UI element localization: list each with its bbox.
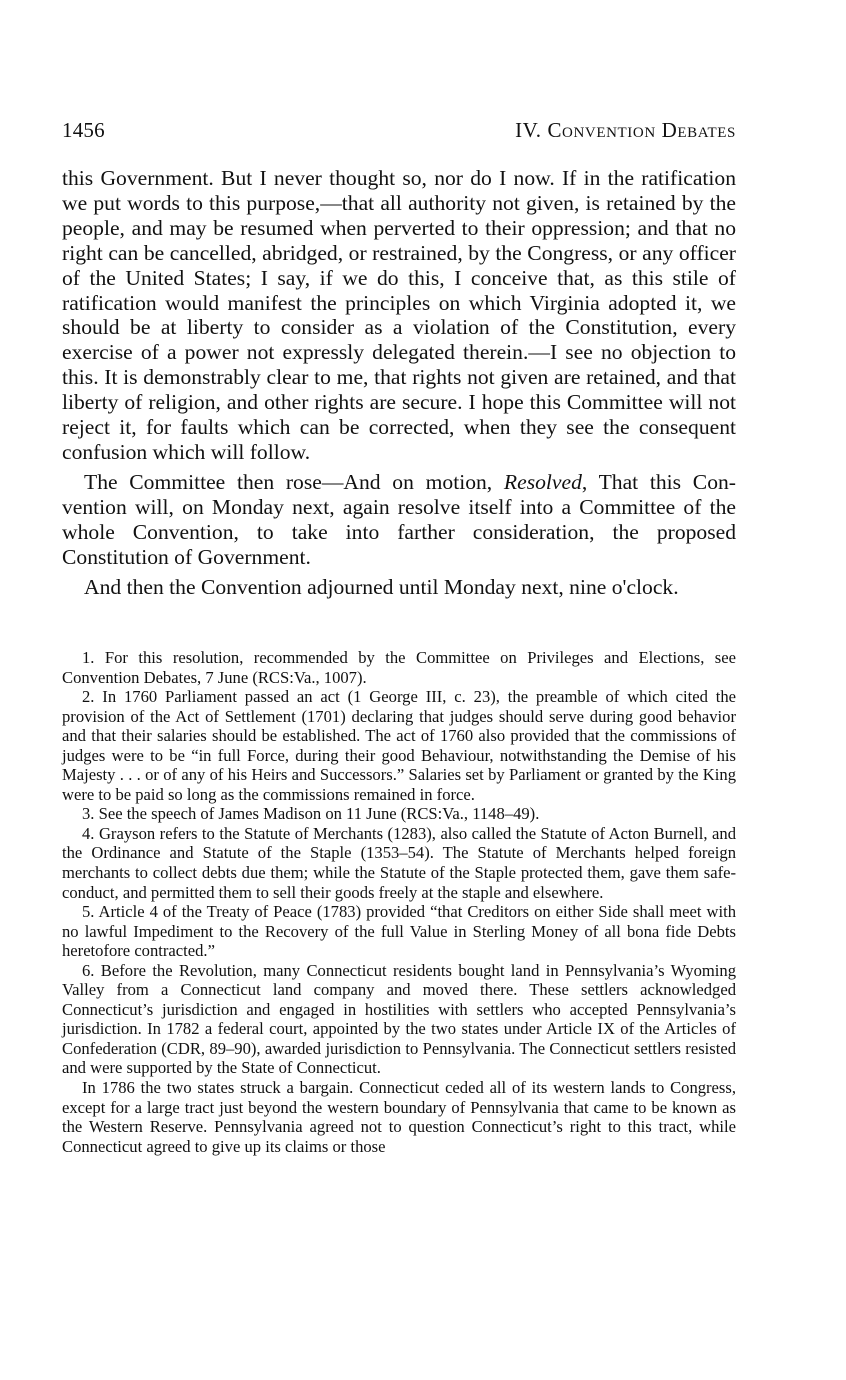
body-paragraph-1: this Government. But I never thought so, nor do I now. If in the ratification we put words to this purpose,—that all authority not given, is retained by the people, and may be resumed when perverted to their oppression; and that no right can be cancelled, abridged, or restrained, by the Congress, or any officer of the United States; I say, if we do this, I conceive that, as this stile of ratification would manifest the principles on which Virginia adopted it, we should be at liberty to consider as a violation of the Constitution, every exercise of a power not expressly delegated therein.—I see no objection to this. It is demonstrably clear to me, that rights not given are retained, and that liberty of religion, and other rights are secure. I hope this Committee will not reject it, for faults which can be corrected, when they see the consequent confusion which will follow.	[62, 166, 736, 464]
footnote-3: 3. See the speech of James Madison on 11 June (RCS:Va., 1148–49).	[82, 804, 540, 824]
body-paragraph-3: And then the Convention adjourned until Monday next, nine o'clock.	[84, 574, 679, 599]
body-paragraph-2	[62, 470, 736, 570]
main-text	[62, 166, 736, 599]
page-number: 1456	[62, 118, 105, 142]
footnote-5: 5. Article 4 of the Treaty of Peace (1783) provided “that Creditors on either Side shall meet with no lawful Impediment to the Recovery of the full Value in Sterling Money of all bona fide Debts heretofore contracted.”	[62, 902, 736, 961]
resolved-word: Resolved	[503, 469, 582, 494]
footnote-6: 6. Before the Revolution, many Connecticut residents bought land in Pennsylvania’s Wyoming Valley from a Connecticut land company and moved there. These settlers acknowledged Connecticut’s jurisdiction and engaged in hostilities with settlers who accepted Pennsylvania’s jurisdiction. In 1782 a federal court, appointed by the two states under Article IX of the Articles of Confederation (CDR, 89–90), awarded jurisdiction to Pennsylvania. The Connecticut settlers resisted and were supported by the State of Connecticut.	[62, 960, 736, 1078]
footnote-6-continued: In 1786 the two states struck a bargain. Connecticut ceded all of its western lands to Congress, except for a large tract just beyond the western boundary of Pennsylvania that came to be known as the Western Reserve. Pennsylvania agreed not to question Connecticut’s right to this tract, while Connecticut agreed to give up its claims or those	[62, 1078, 736, 1156]
footnotes	[62, 648, 736, 1156]
running-title: IV. Convention Debates	[515, 118, 736, 142]
footnote-2: 2. In 1760 Parliament passed an act (1 George III, c. 23), the preamble of which cited the provision of the Act of Settlement (1701) declaring that judges should serve during good behavior and that their salaries should be established. The act of 1760 also provided that the commissions of judges were to be “in full Force, during their good Behaviour, notwithstanding the Demise of his Majesty . . . or of any of his Heirs and Successors.” Salaries set by Parliament or granted by the King were to be paid so long as the commissions remained in force.	[62, 687, 736, 804]
footnote-4: 4. Grayson refers to the Statute of Merchants (1283), also called the Statute of Acton Burnell, and the Ordinance and Statute of the Staple (1353–54). The Statute of Merchants helped foreign merchants to collect debts due them; while the Statute of the Staple protected them, gave them safe-conduct, and permitted them to sell their goods freely at the staple and elsewhere.	[62, 823, 736, 902]
page-header	[62, 118, 736, 146]
resolution-intro: The Committee then rose—And on motion,	[84, 469, 504, 494]
footnote-1: 1. For this resolution, recommended by the Committee on Privileges and Elections, see Convention Debates, 7 June (RCS:Va., 1007).	[62, 648, 736, 687]
resolution-text: , That this Convention will, on Monday next, again resolve itself into a Committee of the whole Convention, to take into farther consideration, the proposed Constitution of Government.	[62, 469, 736, 569]
